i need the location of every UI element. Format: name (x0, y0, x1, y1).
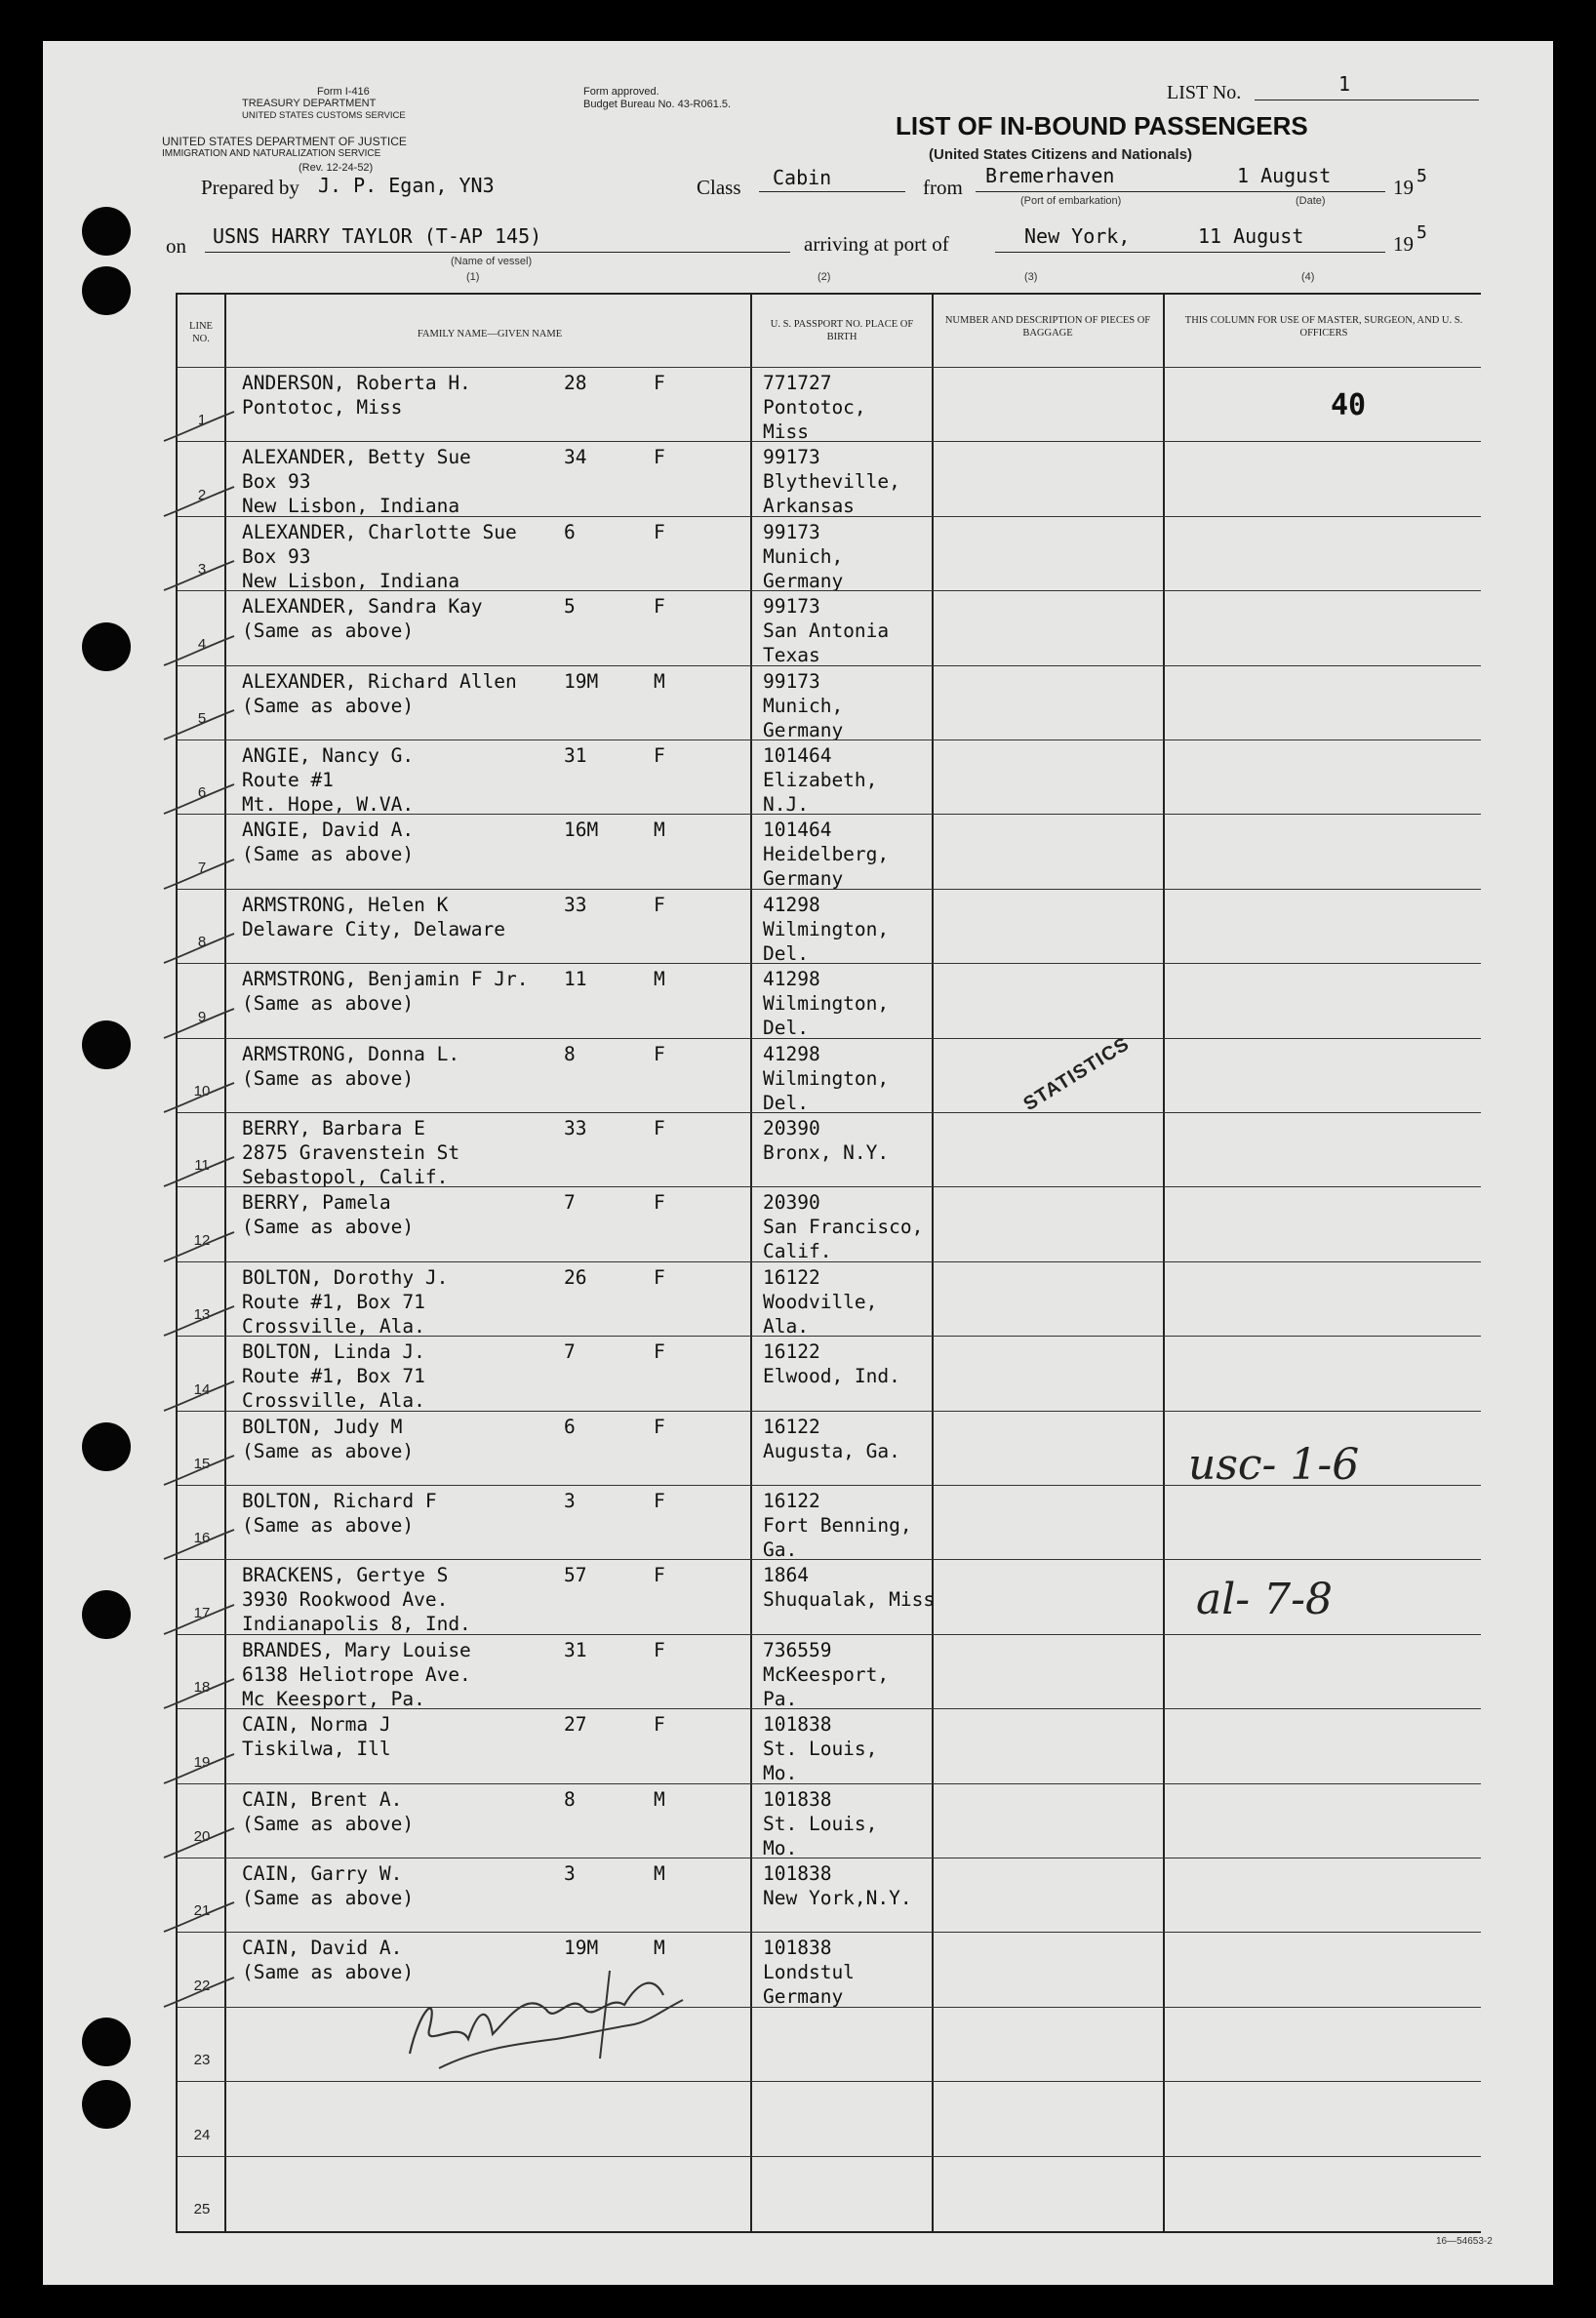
passport-birthplace-line: 41298 (763, 893, 820, 916)
passenger-name-line: (Same as above) (242, 1439, 415, 1462)
passenger-name-line: 3930 Rookwood Ave. (242, 1588, 449, 1612)
passenger-age: 3 (564, 1490, 576, 1512)
port-embark-caption: (Port of embarkation) (1020, 195, 1122, 207)
passenger-name-line: (Same as above) (242, 1812, 415, 1835)
passport-birthplace-line: Ala. (763, 1314, 809, 1338)
passenger-name-line: CAIN, David A. (242, 1937, 403, 1960)
passenger-sex: F (654, 1042, 665, 1065)
col-header-officers: THIS COLUMN FOR USE OF MASTER, SURGEON, AND U. S. OFFICERS (1184, 315, 1463, 340)
row-divider (178, 889, 1481, 890)
passenger-age: 8 (564, 1787, 576, 1811)
passport-birthplace-line: Blytheville, (763, 470, 900, 494)
passport-birthplace-line: 16122 (763, 1265, 820, 1289)
row-divider (178, 1932, 1481, 1933)
officer-count: 40 (1331, 388, 1367, 422)
row-divider (178, 1186, 1481, 1187)
passenger-sex: F (654, 1117, 665, 1139)
passport-birthplace-line: 41298 (763, 968, 820, 991)
passenger-name-line: BERRY, Pamela (242, 1191, 391, 1215)
passenger-name-line: Mc Keesport, Pa. (242, 1687, 425, 1710)
passport-birthplace-line: 736559 (763, 1638, 832, 1661)
passport-birthplace-line: Germany (763, 569, 844, 592)
footer-form-code: 16—54653-2 (1436, 2236, 1493, 2247)
passport-birthplace-line: Germany (763, 718, 844, 741)
prepared-value: J. P. Egan, YN3 (318, 174, 495, 197)
passenger-name-line: BRANDES, Mary Louise (242, 1638, 471, 1661)
from-label: from (923, 176, 963, 199)
passenger-name-line: ALEXANDER, Betty Sue (242, 446, 471, 469)
passenger-name-line: (Same as above) (242, 694, 415, 717)
passenger-name-line: Route #1, Box 71 (242, 1290, 425, 1313)
class-underline (759, 191, 905, 192)
passenger-name-line: (Same as above) (242, 992, 415, 1016)
line-number: 19 (193, 1753, 211, 1771)
row-divider (178, 814, 1481, 815)
row-divider (178, 1634, 1481, 1635)
line-number: 23 (193, 2052, 211, 2069)
line-number: 21 (193, 1902, 211, 1920)
passenger-sex: F (654, 744, 665, 767)
on-label: on (166, 234, 186, 258)
from-underline (976, 191, 1385, 192)
handwritten-note-2: al- 7-8 (1196, 1575, 1334, 1624)
row-divider (178, 1411, 1481, 1412)
treasury-label: TREASURY DEPARTMENT (242, 98, 377, 109)
justice-label: UNITED STATES DEPARTMENT OF JUSTICE (162, 135, 407, 148)
passenger-age: 31 (564, 744, 587, 767)
passenger-age: 19M (564, 1937, 599, 1960)
class-value: Cabin (773, 166, 832, 189)
passenger-name-line: (Same as above) (242, 1961, 415, 1984)
passenger-name-line: BOLTON, Linda J. (242, 1340, 425, 1364)
passenger-name-line: ANGIE, Nancy G. (242, 744, 415, 767)
binder-hole (82, 1590, 131, 1639)
passenger-age: 19M (564, 669, 599, 693)
passenger-age: 11 (564, 968, 587, 991)
passport-birthplace-line: 99173 (763, 520, 820, 543)
passport-birthplace-line: Germany (763, 867, 844, 891)
passenger-sex: F (654, 1490, 665, 1512)
passport-birthplace-line: Elwood, Ind. (763, 1365, 900, 1388)
header-divider (178, 367, 1481, 368)
year-prefix-2: 19 (1393, 232, 1414, 256)
row-divider (178, 441, 1481, 442)
col-index-4: (4) (1301, 271, 1315, 283)
passport-birthplace-line: 101464 (763, 819, 832, 842)
passport-birthplace-line: St. Louis, (763, 1812, 878, 1835)
passenger-name-line: BOLTON, Richard F (242, 1490, 437, 1512)
passport-birthplace-line: N.J. (763, 793, 809, 816)
passport-birthplace-line: Mo. (763, 1836, 798, 1859)
passenger-sex: F (654, 1638, 665, 1661)
line-number: 11 (194, 1157, 210, 1175)
binder-hole (82, 2080, 131, 2129)
passport-birthplace-line: 16122 (763, 1415, 820, 1438)
passenger-name-line: (Same as above) (242, 1514, 415, 1537)
passenger-name-line: CAIN, Brent A. (242, 1787, 403, 1811)
passenger-name-line: 2875 Gravenstein St (242, 1141, 460, 1164)
passenger-sex: F (654, 520, 665, 543)
passport-birthplace-line: St. Louis, (763, 1738, 878, 1761)
year-suffix-2: 5 (1416, 222, 1427, 243)
passenger-name-line: Mt. Hope, W.VA. (242, 793, 415, 816)
passport-birthplace-line: McKeesport, (763, 1662, 890, 1686)
passenger-age: 5 (564, 595, 576, 619)
passenger-name-line: (Same as above) (242, 1216, 415, 1239)
passport-birthplace-line: Texas (763, 644, 820, 667)
row-divider (178, 1336, 1481, 1337)
passenger-sex: F (654, 1415, 665, 1438)
passport-birthplace-line: 16122 (763, 1490, 820, 1512)
passport-birthplace-line: 101838 (763, 1937, 832, 1960)
list-no-value: 1 (1338, 72, 1351, 96)
passport-birthplace-line: 99173 (763, 595, 820, 619)
revision-label: (Rev. 12-24-52) (299, 162, 374, 174)
passport-birthplace-line: San Francisco, (763, 1216, 924, 1239)
line-number: 14 (193, 1380, 211, 1398)
passenger-name-line: BOLTON, Dorothy J. (242, 1265, 449, 1289)
col-divider (932, 295, 934, 2231)
ins-label: IMMIGRATION AND NATURALIZATION SERVICE (162, 148, 381, 159)
col-divider (1163, 295, 1165, 2231)
passenger-name-line: Sebastopol, Calif. (242, 1166, 449, 1188)
passenger-sex: F (654, 372, 665, 394)
col-index-2: (2) (818, 271, 831, 283)
row-divider (178, 665, 1481, 666)
prepared-label: Prepared by (201, 176, 299, 199)
passport-birthplace-line: Del. (763, 1017, 809, 1040)
line-number: 15 (193, 1456, 211, 1472)
line-number: 10 (193, 1083, 211, 1099)
embark-date: 1 August (1237, 164, 1332, 187)
passport-birthplace-line: 101838 (763, 1713, 832, 1737)
col-header-line: LINE NO. (189, 321, 213, 345)
col-divider (750, 295, 752, 2231)
passenger-age: 33 (564, 893, 587, 916)
passenger-name-line: (Same as above) (242, 1066, 415, 1090)
line-number: 6 (197, 784, 207, 802)
passport-birthplace-line: Arkansas (763, 495, 855, 518)
handwritten-note-1: usc- 1-6 (1188, 1440, 1360, 1490)
passenger-age: 3 (564, 1862, 576, 1885)
passenger-sex: F (654, 893, 665, 916)
row-divider (178, 1708, 1481, 1709)
statistics-stamp: STATISTICS (1019, 1032, 1134, 1116)
arrival-date: 11 August (1198, 224, 1304, 248)
binder-hole (82, 1422, 131, 1471)
passenger-name-line: ANGIE, David A. (242, 819, 415, 842)
passport-birthplace-line: 20390 (763, 1117, 820, 1139)
passenger-name-line: Box 93 (242, 544, 311, 568)
passenger-sex: F (654, 1713, 665, 1737)
passport-birthplace-line: Shuqualak, Miss (763, 1588, 936, 1612)
passenger-sex: M (654, 1862, 665, 1885)
passport-birthplace-line: 101838 (763, 1862, 832, 1885)
col-index-3: (3) (1024, 271, 1038, 283)
line-number: 1 (197, 412, 207, 429)
date-caption: (Date) (1296, 195, 1326, 207)
passport-birthplace-line: 99173 (763, 446, 820, 469)
passport-birthplace-line: Germany (763, 1985, 844, 2009)
vessel-name: USNS HARRY TAYLOR (T-AP 145) (213, 224, 542, 248)
line-number: 18 (193, 1679, 211, 1697)
row-divider (178, 516, 1481, 517)
line-number: 24 (193, 2126, 211, 2143)
form-number: Form I-416 (317, 86, 370, 98)
binder-hole (82, 1020, 131, 1069)
passport-birthplace-line: 41298 (763, 1042, 820, 1065)
customs-label: UNITED STATES CUSTOMS SERVICE (242, 110, 406, 121)
year-prefix-1: 19 (1393, 176, 1414, 199)
passenger-name-line: ARMSTRONG, Helen K (242, 893, 449, 916)
class-label: Class (697, 176, 741, 199)
passport-birthplace-line: Del. (763, 941, 809, 965)
passenger-age: 6 (564, 1415, 576, 1438)
passport-birthplace-line: Wilmington, (763, 992, 890, 1016)
passport-birthplace-line: 20390 (763, 1191, 820, 1215)
passenger-age: 28 (564, 372, 587, 394)
passenger-name-line: ALEXANDER, Richard Allen (242, 669, 517, 693)
passport-birthplace-line: Pontotoc, (763, 396, 866, 419)
binder-hole (82, 622, 131, 671)
passport-birthplace-line: Pa. (763, 1687, 798, 1710)
binder-hole (82, 266, 131, 315)
arrival-underline (995, 252, 1385, 253)
passenger-name-line: ARMSTRONG, Donna L. (242, 1042, 460, 1065)
line-number: 12 (193, 1231, 211, 1249)
list-no-label: LIST No. (1167, 82, 1242, 103)
passenger-sex: M (654, 1937, 665, 1960)
vessel-caption: (Name of vessel) (451, 256, 533, 267)
col-index-1: (1) (466, 271, 480, 283)
passenger-age: 27 (564, 1713, 587, 1737)
vessel-underline (205, 252, 790, 253)
passenger-name-line: Route #1, Box 71 (242, 1365, 425, 1388)
from-value: Bremerhaven (985, 164, 1115, 187)
passenger-name-line: Crossville, Ala. (242, 1389, 425, 1413)
document-title: LIST OF IN-BOUND PASSENGERS (896, 111, 1308, 140)
line-number: 16 (193, 1530, 211, 1547)
row-divider (178, 963, 1481, 964)
passenger-sex: F (654, 1265, 665, 1289)
passenger-name-line: Crossville, Ala. (242, 1314, 425, 1338)
passport-birthplace-line: New York,N.Y. (763, 1887, 912, 1909)
row-divider (178, 1112, 1481, 1113)
passenger-age: 26 (564, 1265, 587, 1289)
passenger-name-line: Delaware City, Delaware (242, 917, 506, 940)
passport-birthplace-line: Augusta, Ga. (763, 1439, 900, 1462)
line-number: 9 (197, 1008, 207, 1025)
row-divider (178, 1038, 1481, 1039)
passport-birthplace-line: Calif. (763, 1240, 832, 1263)
passenger-name-line: Indianapolis 8, Ind. (242, 1613, 471, 1636)
passport-birthplace-line: Londstul (763, 1961, 855, 1984)
passenger-age: 7 (564, 1191, 576, 1215)
passenger-table (176, 293, 1481, 2233)
row-divider (178, 1783, 1481, 1784)
officer-signature (400, 1951, 732, 2078)
passenger-name-line: (Same as above) (242, 619, 415, 643)
binder-hole (82, 207, 131, 256)
passport-birthplace-line: 16122 (763, 1340, 820, 1364)
passenger-sex: F (654, 1191, 665, 1215)
line-number: 7 (197, 859, 207, 876)
passenger-name-line: CAIN, Garry W. (242, 1862, 403, 1885)
passport-birthplace-line: Heidelberg, (763, 843, 890, 866)
passenger-sex: M (654, 669, 665, 693)
passport-birthplace-line: 1864 (763, 1564, 809, 1587)
passport-birthplace-line: San Antonia (763, 619, 890, 643)
line-number: 13 (193, 1306, 211, 1324)
line-number: 5 (197, 710, 207, 727)
line-number: 2 (197, 486, 207, 503)
row-divider (178, 1559, 1481, 1560)
passport-birthplace-line: 771727 (763, 372, 832, 394)
line-number: 3 (197, 561, 207, 579)
passenger-age: 6 (564, 520, 576, 543)
col-header-passport: U. S. PASSPORT NO. PLACE OF BIRTH (770, 319, 914, 343)
arriving-label: arriving at port of (804, 232, 949, 256)
passenger-age: 57 (564, 1564, 587, 1587)
passenger-name-line: 6138 Heliotrope Ave. (242, 1662, 471, 1686)
passenger-name-line: Tiskilwa, Ill (242, 1738, 391, 1761)
row-divider (178, 739, 1481, 740)
passport-birthplace-line: 101838 (763, 1787, 832, 1811)
year-suffix-1: 5 (1416, 166, 1427, 186)
passenger-name-line: ALEXANDER, Charlotte Sue (242, 520, 517, 543)
passport-birthplace-line: Wilmington, (763, 1066, 890, 1090)
passenger-age: 8 (564, 1042, 576, 1065)
passenger-name-line: BERRY, Barbara E (242, 1117, 425, 1139)
binder-hole (82, 2018, 131, 2066)
passenger-age: 7 (564, 1340, 576, 1364)
passenger-age: 16M (564, 819, 599, 842)
line-number: 20 (193, 1828, 211, 1845)
passenger-name-line: BOLTON, Judy M (242, 1415, 403, 1438)
passenger-name-line: Route #1 (242, 769, 334, 791)
line-number: 25 (193, 2201, 211, 2218)
passport-birthplace-line: Munich, (763, 694, 844, 717)
passport-birthplace-line: Woodville, (763, 1290, 878, 1313)
passenger-sex: M (654, 968, 665, 991)
passenger-name-line: New Lisbon, Indiana (242, 569, 460, 592)
passport-birthplace-line: Munich, (763, 544, 844, 568)
passenger-name-line: New Lisbon, Indiana (242, 495, 460, 518)
passenger-name-line: (Same as above) (242, 843, 415, 866)
passenger-sex: F (654, 595, 665, 619)
form-approved: Form approved. (583, 86, 659, 98)
passport-birthplace-line: Fort Benning, (763, 1514, 912, 1537)
passenger-name-line: ARMSTRONG, Benjamin F Jr. (242, 968, 529, 991)
line-number: 17 (193, 1604, 211, 1621)
col-header-name: FAMILY NAME—GIVEN NAME (417, 329, 563, 340)
passenger-name-line: ALEXANDER, Sandra Kay (242, 595, 483, 619)
passenger-sex: M (654, 1787, 665, 1811)
budget-bureau: Budget Bureau No. 43-R061.5. (583, 99, 732, 110)
passenger-name-line: (Same as above) (242, 1887, 415, 1909)
passenger-name-line: BRACKENS, Gertye S (242, 1564, 449, 1587)
passenger-name-line: Box 93 (242, 470, 311, 494)
passenger-sex: F (654, 1564, 665, 1587)
passport-birthplace-line: Bronx, N.Y. (763, 1141, 890, 1164)
row-divider (178, 2156, 1481, 2157)
passport-birthplace-line: 99173 (763, 669, 820, 693)
passenger-name-line: Pontotoc, Miss (242, 396, 403, 419)
passenger-age: 33 (564, 1117, 587, 1139)
line-number: 22 (193, 1977, 211, 1994)
passenger-sex: F (654, 1340, 665, 1364)
passport-birthplace-line: Ga. (763, 1539, 798, 1561)
passport-birthplace-line: 101464 (763, 744, 832, 767)
passport-birthplace-line: Elizabeth, (763, 769, 878, 791)
passenger-sex: F (654, 446, 665, 469)
line-number: 8 (197, 934, 207, 951)
row-divider (178, 2081, 1481, 2082)
passport-birthplace-line: Wilmington, (763, 917, 890, 940)
line-number: 4 (197, 635, 207, 653)
document-subtitle: (United States Citizens and Nationals) (929, 146, 1193, 163)
passenger-sex: M (654, 819, 665, 842)
passenger-name-line: CAIN, Norma J (242, 1713, 391, 1737)
passenger-name-line: ANDERSON, Roberta H. (242, 372, 471, 394)
row-divider (178, 2007, 1481, 2008)
passport-birthplace-line: Miss (763, 420, 809, 443)
row-divider (178, 1261, 1481, 1262)
passport-birthplace-line: Del. (763, 1091, 809, 1114)
passenger-age: 31 (564, 1638, 587, 1661)
col-header-baggage: NUMBER AND DESCRIPTION OF PIECES OF BAGGAGE (944, 315, 1151, 340)
arrival-port: New York, (1024, 224, 1131, 248)
passenger-age: 34 (564, 446, 587, 469)
row-divider (178, 590, 1481, 591)
passport-birthplace-line: Mo. (763, 1762, 798, 1785)
